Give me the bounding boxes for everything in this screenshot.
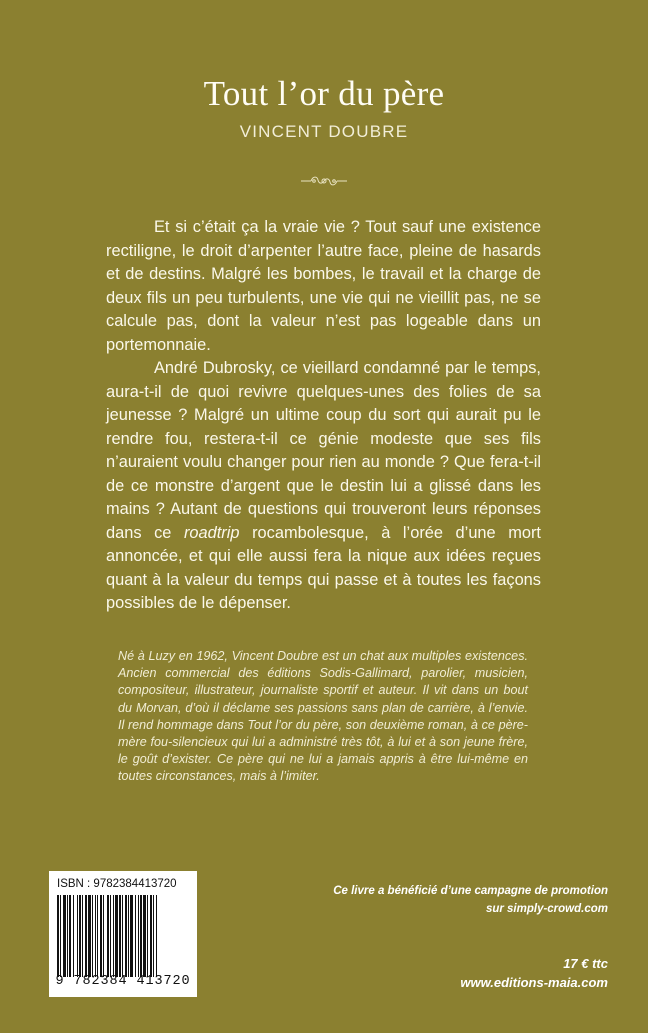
barcode-bar [115,895,118,977]
barcode-bar [143,895,146,977]
barcode-bar [69,895,71,977]
barcode-bar [128,895,129,977]
barcode-bar [63,895,66,977]
barcode-bar [113,895,114,977]
barcode-bar [67,895,68,977]
barcode-bar [135,895,136,977]
author-bio: Né à Luzy en 1962, Vincent Doubre est un chat aux multiples existences. Ancien commercial des éditions Sodis-Gallimard, parolier, musicien, compositeur, illustrateur, journaliste sportif et auteur. Il vit dans un bout du Morvan, d’où il déclame ses passions sans plan de carrière, à l’envie. Il rend hommage dans Tout l’or du père, son deuxième roman, à ce père-mère fou-silencieux qui lui a administré très tôt, à lui et à son jeune frère, le goût d’exister. Ce père qui ne lui a jamais appris à être lui-même en toutes circonstances, mais à l’imiter. [118,649,528,784]
barcode-bar [150,895,152,977]
barcode-bar [85,895,87,977]
barcode-bar [107,895,109,977]
barcode-bar [110,895,111,977]
barcode-bar [130,895,133,977]
barcode-bar [103,895,104,977]
author-name: VINCENT DOUBRE [239,122,409,141]
ornament-flourish-icon [299,174,349,188]
barcode-bar [92,895,93,977]
barcode-bar [156,895,157,977]
barcode-bar [77,895,78,977]
barcode-bar [119,895,121,977]
publisher-website: www.editions-maia.com [460,975,608,990]
barcode-bars [57,895,189,977]
barcode-bar [73,895,74,977]
promo-note [288,882,608,918]
promo-line-2: sur simply-crowd.com [485,903,608,915]
book-title: Tout l’or du père [203,74,445,113]
book-blurb [106,216,541,616]
book-price: 17 € ttc [563,956,608,971]
barcode-digits: 9 782384 413720 [55,974,191,989]
barcode-bar [60,895,61,977]
barcode-bar [147,895,148,977]
barcode-bar [95,895,96,977]
isbn-barcode [49,871,197,997]
barcode-bar [125,895,127,977]
barcode-bar [97,895,98,977]
barcode-bar [79,895,81,977]
blurb-paragraph-1: Et si c’était ça la vraie vie ? Tout sauf une existence rectiligne, le droit d’arpenter l’autre face, pleine de hasards et de destins. Malgré les bombes, le travail et la charge de deux fils un peu turbulents, une vie qui ne vieillit pas, ne se calcule pas, dont la valeur n’est pas logeable dans un portemonnaie. [106,218,541,354]
blurb-paragraph-2: André Dubrosky, ce vieillard condamné par le temps, aura-t-il de quoi revivre quelques-unes des folies de sa jeunesse ? Malgré un ultime coup du sort qui aurait pu le rendre fou, restera-t-il ce génie modeste que ses fils n’auraient voulu changer pour rien au monde ? Que fera-t-il de ce monstre d’argent que le destin lui a glissé dans les mains ? Autant de questions qui trouveront leurs réponses dans ce roadtrip rocambolesque, à l’orée d’une mort annoncée, et qui elle aussi fera la nique aux idées reçues quant à la valeur du temps qui passe et à toutes les façons possibles de le dépenser. [106,359,541,612]
barcode-bar [57,895,59,977]
barcode-bar [82,895,83,977]
isbn-label: ISBN : 9782384413720 [57,878,177,890]
barcode-bar [100,895,102,977]
barcode-bar [153,895,154,977]
barcode-bar [88,895,91,977]
barcode-bar [140,895,142,977]
barcode-bar [122,895,123,977]
barcode-bar [138,895,139,977]
promo-line-1: Ce livre a bénéficié d’une campagne de promotion [333,885,608,897]
